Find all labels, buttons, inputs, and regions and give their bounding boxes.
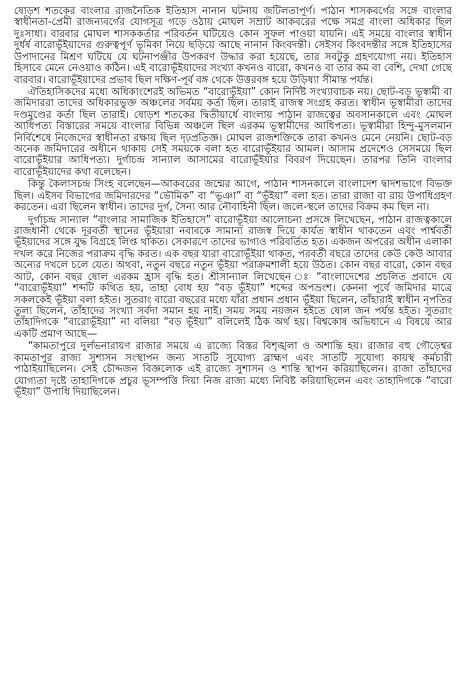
paragraph-3: কিন্তু কৈলাসচন্দ্র সিংহ বলেছেন—আকবরের জন্মের আগে, পাঠান শাসনকালে বাংলাদেশ দ্বাদশভাগে বিভক্ত ছিল। এইসব বিভাগের জমিদারদের “ভৌমিক” বা “ভূঞা” বা “ভূঁইয়া” বলা হত। তারা রাজা বা রায় উপাধিগ্রহণ করতেন। এরা ছিলেন স্বাধীন। তাদের দুর্গ, সৈন্য আর নৌবাহিনী ছিল। জলে-স্থলে তাদের বিক্রম কম ছিল না। <box>14 179 452 214</box>
paragraph-2: ঐতিহাসিকদের মধ্যে অধিকাংশেরই অভিমত “বারোভূঁইয়া” কোন নির্দিষ্ট সংখ্যাবাচক নয়। ছোট-বড় ভূস্বামী বা জমিদাররা তাদের অধিকারভুক্ত অঞ্চলের সর্বময় কর্তা ছিল। তারাই রাজস্ব সংগ্রহ করত। স্বাধীন ভূস্বামীরা তাদের দণ্ডমুণ্ডের কর্তা ছিল তারাই। ষোড়শ শতকের দ্বিতীয়ার্ধে বাংলায় পাঠান রাজত্বের অবসানকালে এবং মোঘল আধিপত্য বিস্তারের সময়ে বাংলার বিভিন্ন অঞ্চলে ছিল এরকম ভূস্বামীদের আধিপত্য। ভূস্বামীরা হিন্দু-মুসলমান নির্বিশেষে নিজেদের স্বাধীনতা রক্ষায় ছিল দৃঢ়প্রতিজ্ঞ। মোঘল রাজশক্তিকে তারা কখনও মেনে নেয়নি। ছোট-বড় অনেক জমিদারের অধীনে থাকায় সেই সময়কে বলা হত বারোভূঁইয়ার আমল। আসাম প্রদেশেও সেসময়ে ছিল বারোভূঁইয়ার আধিপত্য। দুর্গাচন্দ্র সান্যাল আসামের বারোভূঁইয়ার বিবরণ দিয়েছেন। তারপর তিনি বাংলার বারোভূঁইয়াদের কথা বলেছেন। <box>14 86 452 178</box>
paragraph-1: ষোড়শ শতকের বাংলার রাজনৈতিক ইতিহাস নানান ঘটনায় জটিলতাপূর্ণ। পাঠান শাসকবর্গের সঙ্গে বাংলার স্বাধীনতা-প্রেমী রাজন্যবর্গের যোগসূত্র গড়ে ওঠায় মোঘল সম্রাট আকবরের পক্ষে সমগ্র বাংলা অধিকার ছিল দুঃসাধ্য। বারবার মোঘল শাসককর্তার পরিবর্তন ঘটিয়েও কোন সুফল পাওয়া যায়নি। এই সময়ে বাংলার স্বাধীন দুর্ধর্ষ বারোভূঁইয়াদের গুরুত্বপূর্ণ ভূমিকা নিয়ে ছড়িয়ে আছে নানান কিংবদন্তী। সেইসব কিংবদন্তীর সঙ্গে ইতিহাসের উপাদানের মিশ্রণ ঘটিয়ে যে ঘটনাপঞ্জীর উপকরণ উদ্ধার করা হয়েছে, তার সবটুকু গ্রহণযোগ্য নয়। ইতিহাস হিসাবে মেনে নেওয়াও কঠিন। এই বারোভূঁইয়াদের সংখ্যা কখনও বারো, কখনও বা তার কম বা বেশি, দেখা গেছে বারবার। বারোভূঁইয়াদের প্রভাব ছিল দক্ষিণ-পূর্ব বঙ্গ থেকে উত্তরবঙ্গ হয়ে উড়িষ্যা সীমান্ত পর্যন্ত। <box>14 6 452 86</box>
paragraph-5: “কামতাপুরে দুর্লভনারায়ণ রাজার সময়ে এ রাজ্যে বিস্তর বিশৃঙ্খলা ও অশান্তি হয়। রাজার বহু গৌড়েশ্বর কামতাপুর রাজ্য সুশাসন সংস্থাপন জন্য সাতটি সুযোগ্য ব্রাহ্মণ এবং সাতটি সুযোগ্য কায়স্থ কর্মচারী পাঠাইয়াছিলেন। সেই চৌদ্দজন বিজ্ঞলোক এই রাজ্যে সুশাসন ও শান্তি স্থাপন করিয়াছিলেন। রাজা তাঁহাদের যোগ্যতা দৃষ্টে তাহাদিগকে প্রচুর ভূসম্পত্তি দিয়া নিজ রাজ্য মধ্যে নিবিষ্ট করিয়াছিলেন এবং তাহাদিগকে “বারো ভূঁইয়া” উপাধি দিয়াছিলেন। <box>14 341 452 398</box>
paragraph-4: দুর্গাচন্দ্র সান্যাল “বাংলার সামাজিক ইতিহাসে” বারোভূঁইয়া আলোচনা প্রসঙ্গে লিখেছেন, পাঠান রাজত্বকালে রাজধানী থেকে দূরবর্তী স্থানের ভূঁইয়ারা নবাবকে সামান্য রাজস্ব দিয়ে কার্যত স্বাধীন থাকতেন এবং পার্শ্ববর্তী ভূঁইয়াদের সঙ্গে যুদ্ধ বিগ্রহে লিপ্ত থাকত। সেকারণে তাদের ভাগ্যও পরিবর্তিত হত। একজন অপরের অধীন এলাকা দখল করে নিজের পরাক্রম বৃদ্ধি করত। এক বছর যারা বারোভূঁইয়া থাকত, পরবর্তী বছরে তাদের কেউ কেউ আবার অন্যের দখলে চলে যেত। অথবা, নতুন বছরে নতুন ভূঁইয়া পরাক্রমশালী হয়ে উঠত। কোন বছর বারো, কোন বছর আট, কোন বছর ষোল এরকম হ্রাস বৃদ্ধি হত। শ্রীসান্যাল লিখেছেন ঃ “বাংলাদেশের প্রচলিত প্রবাদে যে “বারোভূঁইয়া” শব্দটি কথিত হয়, তাহা বোধ হয় “বড় ভূঁইয়া” শব্দের অপভ্রংশ। কেননা পূর্বে জমিদার মাত্রে সকলকেই ভূঁইয়া বলা হইত। সুতরাং বারো বছরের মধ্যে যাঁরা প্রধান প্রধান ভূঁইয়া ছিলেন, তাঁহারাই স্বাধীন নৃপতির তুল্য ছিলেন, তাঁহাদের সংখ্যা সর্বদা সমান হয় নাই। সময় সময় নয়জন হইতে ষোল জন পর্যন্ত হইত। সুতরাং তাঁহাদিগকে “বারোভূঁইয়া” না বলিয়া “বড় ভূঁইয়া” বলিলেই ঠিক অর্থ হয়। বিশ্বকোষ অভিধানে এ বিষয়ে আর একটি প্রমাণ আছে— <box>14 214 452 340</box>
